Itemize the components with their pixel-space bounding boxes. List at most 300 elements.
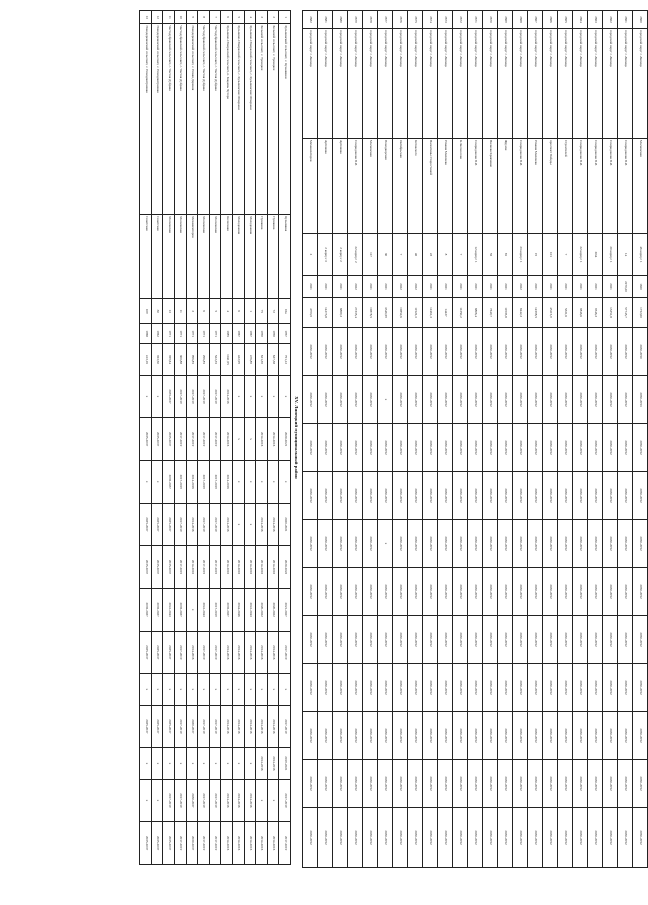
table-cell: 2030-2052 <box>498 712 513 760</box>
table-cell: 2030-2052 <box>393 472 408 520</box>
table-cell: 2014-2016 <box>267 503 279 546</box>
table-cell: 2030-2052 <box>468 760 483 808</box>
table-row <box>543 11 558 868</box>
table-cell: 2030-2052 <box>303 712 318 760</box>
table-cell: 359,64 <box>163 344 175 375</box>
table-cell: 2041-2043 <box>244 588 256 631</box>
table-cell: 2030-2052 <box>603 664 618 712</box>
table-cell: 2030-2052 <box>408 424 423 472</box>
table-cell: Молодежная <box>233 215 245 299</box>
table-cell: 2014-2016 <box>221 460 233 503</box>
address-cell: Кузьминский сельсовет, с. Кузьминки <box>279 24 291 215</box>
table-cell: 2030-2052 <box>438 376 453 424</box>
address-cell: городской округ г. Липецк <box>378 29 393 139</box>
address-cell: Частодубравский сельсовет, с. Частая Дубрава <box>163 24 175 215</box>
address-cell: городской округ г. Липецк <box>483 29 498 139</box>
table-cell: x <box>140 779 152 822</box>
table-cell: 5331,6 <box>558 298 573 328</box>
table-cell: 117 <box>363 234 378 276</box>
table-cell: 1041,95 <box>221 344 233 375</box>
table-row <box>279 11 291 865</box>
row-number-cell: 2676 <box>393 11 408 29</box>
table-cell: 2017-2019 <box>209 503 221 546</box>
table-cell: 2030-2052 <box>438 712 453 760</box>
table-cell: 9346,3 <box>588 298 603 328</box>
table-cell: Молодежная <box>244 215 256 299</box>
table-cell: 2030-2052 <box>438 424 453 472</box>
table-cell: 27335,4 <box>348 298 363 328</box>
table-cell: x <box>209 748 221 779</box>
table-cell: 2014-2016 <box>256 705 268 748</box>
table-cell: 2030-2052 <box>393 376 408 424</box>
table-cell: 1968 <box>140 324 152 344</box>
table-cell: проспект Победы <box>543 139 558 234</box>
address-cell: городской округ г. Липецк <box>603 29 618 139</box>
table-cell: 2030-2052 <box>318 328 333 376</box>
table-cell: x <box>151 375 163 418</box>
table-cell: x <box>279 460 291 503</box>
table-cell: 20 корпус 1 <box>603 234 618 276</box>
row-number-cell: 9 <box>186 11 198 24</box>
table-cell: x <box>244 460 256 503</box>
table-cell: 2030-2052 <box>378 472 393 520</box>
table-cell: 2030-2052 <box>483 376 498 424</box>
table-cell: 2014-2016 <box>267 705 279 748</box>
table-cell: x <box>244 418 256 461</box>
table-cell: 2017-2019 <box>198 418 210 461</box>
table-cell: 2030-2052 <box>573 808 588 868</box>
table-cell: 2020-2022 <box>256 588 268 631</box>
table-cell: 2021 <box>588 276 603 298</box>
table-cell: 2017-2019 <box>175 705 187 748</box>
row-number-cell: 2671 <box>468 11 483 29</box>
table-cell: 2030-2052 <box>618 616 633 664</box>
table-cell: 2030-2052 <box>333 712 348 760</box>
table-cell: 2030-2052 <box>318 568 333 616</box>
table-cell: 2030-2052 <box>453 616 468 664</box>
table-cell: 2030-2052 <box>348 328 363 376</box>
table-cell: 2017-2019 <box>279 705 291 748</box>
table-row <box>573 11 588 868</box>
table-cell: 2030-2052 <box>318 424 333 472</box>
table-cell: 2014-2016 <box>256 748 268 779</box>
table-cell: 2030-2052 <box>528 616 543 664</box>
table-cell: 996,85 <box>186 344 198 375</box>
table-cell: 14273,8 <box>318 298 333 328</box>
address-cell: городской округ г. Липецк <box>558 29 573 139</box>
table-cell: 2014-2016 <box>256 631 268 674</box>
table-cell: x <box>151 748 163 779</box>
table-row <box>267 11 279 865</box>
table-cell: x <box>267 460 279 503</box>
table-cell: 2030-2052 <box>303 664 318 712</box>
table-cell: 2030-2052 <box>348 616 363 664</box>
table-cell: 621,39 <box>256 344 268 375</box>
table-cell: 2030-2052 <box>528 328 543 376</box>
table-cell: 2035-2037 <box>163 546 175 589</box>
table-cell: 2030-2052 <box>618 664 633 712</box>
table-cell: 2030-2052 <box>513 664 528 712</box>
table-cell: 2017-2019 <box>209 588 221 631</box>
table-cell: Спиридонова Н.И. <box>588 139 603 234</box>
table-cell: 2014-2016 <box>221 546 233 589</box>
table-cell: 2021 <box>423 276 438 298</box>
table-cell: 2017-2019 <box>279 631 291 674</box>
table-cell: 2270,20 <box>618 276 633 298</box>
table-row <box>453 11 468 868</box>
table-cell: 2014-2016 <box>221 705 233 748</box>
table-cell: 2014-2016 <box>186 460 198 503</box>
table-cell: 2014-2016 <box>221 779 233 822</box>
table-cell: 2030-2052 <box>438 616 453 664</box>
table-cell: 2030-2052 <box>423 472 438 520</box>
table-cell: 2030-2052 <box>498 616 513 664</box>
table-cell: 2030-2052 <box>348 712 363 760</box>
table-cell: 2017-2019 <box>198 631 210 674</box>
table-cell: 2030-2052 <box>588 376 603 424</box>
address-cell: Кузьмино-Отвержский сельсовет, п. Кацаевь Хутора <box>221 24 233 215</box>
table-cell: 2017-2019 <box>209 460 221 503</box>
table-cell: 2017-2019 <box>163 779 175 822</box>
table-cell: 8442,3 <box>513 298 528 328</box>
table-cell: 2014-2016 <box>244 705 256 748</box>
row-number-cell: 2675 <box>408 11 423 29</box>
table-cell: 2017-2019 <box>209 822 221 865</box>
table-cell: 2030-2052 <box>573 616 588 664</box>
address-cell: Частодубравский сельсовет, с. Частая Дубрава <box>175 24 187 215</box>
table-cell: x <box>233 674 245 705</box>
table-cell: Вилкова Кравченко <box>483 139 498 234</box>
table-cell: 2030-2052 <box>453 424 468 472</box>
table-cell: 2014-2016 <box>186 546 198 589</box>
table-cell: 2021 <box>558 276 573 298</box>
table-cell: Спиридонова Н.И. <box>618 139 633 234</box>
row-number-cell: 2 <box>267 11 279 24</box>
row-number-cell: 13 <box>140 11 152 24</box>
table-cell: Валентины Старостиной <box>423 139 438 234</box>
table-cell: 2030-2052 <box>348 472 363 520</box>
table-cell: 2030-2052 <box>423 568 438 616</box>
table-cell: 2017-2019 <box>175 631 187 674</box>
table-cell: Московская <box>163 215 175 299</box>
table-cell: 2030-2052 <box>318 616 333 664</box>
table-cell: 2030-2052 <box>588 520 603 568</box>
table-cell: 2030-2052 <box>408 328 423 376</box>
address-cell: городской округ г. Липецк <box>528 29 543 139</box>
table-row <box>244 11 256 865</box>
table-cell: 2030-2052 <box>363 664 378 712</box>
table-cell: 2030-2052 <box>558 808 573 868</box>
table-cell: 2035-2037 <box>151 705 163 748</box>
table-cell: 2035-2037 <box>140 503 152 546</box>
address-cell: городской округ г. Липецк <box>318 29 333 139</box>
table-cell: 2050-2052 <box>633 568 648 616</box>
table-cell: 2017-2019 <box>209 779 221 822</box>
table-cell: 2030-2052 <box>453 520 468 568</box>
row-number-cell: 4 <box>244 11 256 24</box>
table-cell: 2030-2052 <box>393 616 408 664</box>
table-cell: 2030-2052 <box>603 376 618 424</box>
table-cell: Спиридонова Н.И. <box>468 139 483 234</box>
table-cell: 2030-2052 <box>618 568 633 616</box>
table-cell: 2050-2052 <box>633 808 648 868</box>
table-cell: 2030-2052 <box>408 808 423 868</box>
table-cell: 1971 <box>198 324 210 344</box>
buildings-table-body <box>303 11 648 868</box>
table-cell: 2 корпус 3 <box>318 234 333 276</box>
table-cell: 2030-2052 <box>528 472 543 520</box>
table-cell: 2030-2052 <box>423 808 438 868</box>
address-cell: городской округ г. Липецк <box>363 29 378 139</box>
table-cell: 14437 <box>438 298 453 328</box>
table-cell: 72 <box>267 299 279 324</box>
table-cell: 2017-2019 <box>209 418 221 461</box>
table-cell: 2014-2016 <box>256 418 268 461</box>
table-cell: 2030-2052 <box>378 328 393 376</box>
table-row <box>513 11 528 868</box>
table-cell: 2030-2052 <box>348 376 363 424</box>
address-cell: городской округ г. Липецк <box>348 29 363 139</box>
table-cell: 2030-2052 <box>603 328 618 376</box>
table-cell: 2030-2052 <box>453 712 468 760</box>
table-cell: 2030-2052 <box>318 664 333 712</box>
row-number-cell: 2662 <box>603 11 618 29</box>
table-cell: 1967 <box>233 324 245 344</box>
table-cell: 2030-2052 <box>378 808 393 868</box>
table-cell: 2030-2052 <box>318 472 333 520</box>
address-cell: Частодубравский сельсовет, с. Частая Дубрава <box>209 24 221 215</box>
address-cell: Новодеревенский сельсовет, с. Новодмитриевка <box>151 24 163 215</box>
table-cell: 2030-2052 <box>393 808 408 868</box>
table-cell: 2035-2037 <box>151 546 163 589</box>
table-cell: 2022 <box>513 276 528 298</box>
table-cell: x <box>279 375 291 418</box>
table-cell: 2014-2016 <box>233 705 245 748</box>
table-cell: 2017-2019 <box>198 503 210 546</box>
table-cell: 2030-2052 <box>558 472 573 520</box>
table-cell: 2014-2016 <box>244 779 256 822</box>
table-cell: 2030-2052 <box>303 568 318 616</box>
table-cell: 2030-2052 <box>363 472 378 520</box>
table-cell: 2030-2052 <box>513 520 528 568</box>
table-cell: 2030-2052 <box>423 712 438 760</box>
table-cell: 11350,2 <box>453 298 468 328</box>
table-cell: 2030-2052 <box>378 424 393 472</box>
table-cell: 2030-2052 <box>348 520 363 568</box>
table-cell: Артемова <box>318 139 333 234</box>
table-cell: 2014-2016 <box>221 503 233 546</box>
table-cell: 637,38 <box>267 344 279 375</box>
table-cell: 12461,3 <box>423 298 438 328</box>
row-number-cell: 2663 <box>588 11 603 29</box>
table-cell: 791,12 <box>279 344 291 375</box>
table-cell: Механизаторов <box>186 215 198 299</box>
table-cell: 2035-2037 <box>140 418 152 461</box>
table-cell: 23 <box>423 234 438 276</box>
row-number-cell: 2660 <box>633 11 648 29</box>
table-cell: 2030-2052 <box>573 568 588 616</box>
row-number-cell: 2668 <box>513 11 528 29</box>
table-cell: Артемова <box>333 139 348 234</box>
table-cell: 2030-2052 <box>303 616 318 664</box>
table-row <box>393 11 408 868</box>
table-cell: 2017-2019 <box>209 705 221 748</box>
table-cell: Московская <box>209 215 221 299</box>
table-cell: 2030-2052 <box>483 568 498 616</box>
table-cell: 8806,4 <box>468 298 483 328</box>
table-cell: 2030-2052 <box>333 472 348 520</box>
table-cell: 2014-2016 <box>233 546 245 589</box>
table-cell: 2030-2052 <box>363 616 378 664</box>
table-cell: 2 корпус 2 <box>333 234 348 276</box>
table-cell: 2017-2019 <box>175 822 187 865</box>
section-xv-table <box>139 10 291 865</box>
table-cell: 2030-2052 <box>303 376 318 424</box>
row-number-cell: 2665 <box>558 11 573 29</box>
table-cell: 2044-2046 <box>233 588 245 631</box>
table-cell: 2030-2052 <box>483 808 498 868</box>
table-cell: 2030-2052 <box>618 520 633 568</box>
table-cell: 2035-2037 <box>151 503 163 546</box>
table-cell: 2030-2037 <box>186 705 198 748</box>
table-cell: x <box>163 674 175 705</box>
table-cell: 2030-2052 <box>318 712 333 760</box>
table-cell: 19878,5 <box>363 298 378 328</box>
table-cell: x <box>244 375 256 418</box>
address-cell: городской округ г. Липецк <box>588 29 603 139</box>
table-cell: 2030-2052 <box>318 808 333 868</box>
table-row <box>438 11 453 868</box>
table-cell: 2030-2052 <box>513 376 528 424</box>
table-cell: 2030-2052 <box>438 520 453 568</box>
table-cell: 2030-2052 <box>453 472 468 520</box>
table-cell: 2020-2022 <box>267 588 279 631</box>
table-cell: 2030-2052 <box>363 760 378 808</box>
table-row <box>633 11 648 868</box>
table-cell: 13 <box>163 299 175 324</box>
table-cell: x <box>256 779 268 822</box>
table-row <box>256 11 268 865</box>
address-cell: Новодеревенский сельсовет, с. Новодмитриевка <box>140 24 152 215</box>
table-cell: 2030-2052 <box>588 568 603 616</box>
table-cell: 2030-2052 <box>498 328 513 376</box>
table-cell: 2021 <box>498 276 513 298</box>
table-cell: 2035-2037 <box>140 588 152 631</box>
table-cell: 2030-2052 <box>588 712 603 760</box>
table-cell: 2030-2052 <box>468 808 483 868</box>
table-cell: 2030-2052 <box>498 520 513 568</box>
table-cell: 2030-2052 <box>618 424 633 472</box>
row-number-cell: 12 <box>151 11 163 24</box>
table-cell: 2030-2052 <box>483 424 498 472</box>
table-cell: 2030-2052 <box>348 568 363 616</box>
table-cell: 30 <box>151 299 163 324</box>
table-cell: x <box>244 503 256 546</box>
table-cell: 2030-2052 <box>558 760 573 808</box>
table-cell: 2030-2052 <box>603 424 618 472</box>
table-cell: 2030-2052 <box>558 424 573 472</box>
table-cell: 2030-2052 <box>438 568 453 616</box>
table-cell: 2035-2037 <box>163 418 175 461</box>
table-cell: 2017-2019 <box>198 546 210 589</box>
table-cell: 2030-2052 <box>618 328 633 376</box>
table-cell: 5 <box>209 299 221 324</box>
table-cell: 2030-2052 <box>498 568 513 616</box>
table-cell: 2030-2052 <box>363 520 378 568</box>
address-cell: городской округ г. Липецк <box>498 29 513 139</box>
table-cell: 2030-2052 <box>438 664 453 712</box>
address-cell: Кузьмино-Отвержский сельсовет, с. Кузьминские Отвержки <box>233 24 245 215</box>
table-cell: 2020-2021 <box>279 418 291 461</box>
table-cell: 2030-2052 <box>573 472 588 520</box>
table-cell: 2035-2037 <box>163 822 175 865</box>
table-cell: 2030-2052 <box>423 328 438 376</box>
table-cell: 2030-2052 <box>438 760 453 808</box>
table-row <box>528 11 543 868</box>
table-cell: x <box>279 674 291 705</box>
table-cell: 2030-2052 <box>558 712 573 760</box>
table-cell: 2030-2052 <box>603 808 618 868</box>
table-cell: 2050-2052 <box>633 472 648 520</box>
table-cell: 2030-2052 <box>378 568 393 616</box>
table-cell: Московская <box>175 215 187 299</box>
table-cell: 2021 <box>528 276 543 298</box>
table-cell: 2030-2052 <box>408 472 423 520</box>
table-cell: 2030-2052 <box>348 808 363 868</box>
table-cell: 2022 <box>393 276 408 298</box>
row-number-cell: 2679 <box>348 11 363 29</box>
table-cell: 2014-2016 <box>267 822 279 865</box>
table-cell: Романа Милачева <box>528 139 543 234</box>
table-cell: 2030-2052 <box>303 472 318 520</box>
table-cell: 2030-2052 <box>453 376 468 424</box>
table-cell: 2030-2052 <box>498 760 513 808</box>
table-row <box>378 11 393 868</box>
table-cell: 2030-2052 <box>558 664 573 712</box>
row-number-cell: 2666 <box>543 11 558 29</box>
table-cell: 22 корпус 1 <box>573 234 588 276</box>
table-cell: 9846,6 <box>573 298 588 328</box>
table-cell: 2030-2052 <box>438 808 453 868</box>
table-cell: 2041-2043 <box>163 588 175 631</box>
address-cell: городской округ г. Липецк <box>423 29 438 139</box>
table-cell: 2035-2037 <box>163 705 175 748</box>
table-row <box>151 11 163 865</box>
table-cell: 19 <box>528 234 543 276</box>
table-cell: 2030-2052 <box>543 520 558 568</box>
table-cell: x <box>233 460 245 503</box>
table-cell: Механизаторов <box>303 139 318 234</box>
table-cell: x <box>244 748 256 779</box>
row-number-cell: 2661 <box>618 11 633 29</box>
table-cell: Московская <box>633 139 648 234</box>
table-cell: 30 <box>378 234 393 276</box>
table-cell: 2030-2052 <box>408 616 423 664</box>
row-number-cell: 11 <box>163 11 175 24</box>
table-cell: 1959 <box>256 324 268 344</box>
table-cell: 2014-2016 <box>267 418 279 461</box>
table-cell: 7 <box>393 234 408 276</box>
table-cell: x <box>221 674 233 705</box>
table-cell: 2030-2052 <box>558 520 573 568</box>
table-cell: 2030-2052 <box>573 328 588 376</box>
table-cell: 7 <box>453 234 468 276</box>
table-cell: 2030-2052 <box>393 424 408 472</box>
table-cell: 2014-2016 <box>244 631 256 674</box>
table-cell: 2030-2052 <box>528 568 543 616</box>
table-cell: 2030-2052 <box>543 760 558 808</box>
table-cell: 2030-2052 <box>558 616 573 664</box>
